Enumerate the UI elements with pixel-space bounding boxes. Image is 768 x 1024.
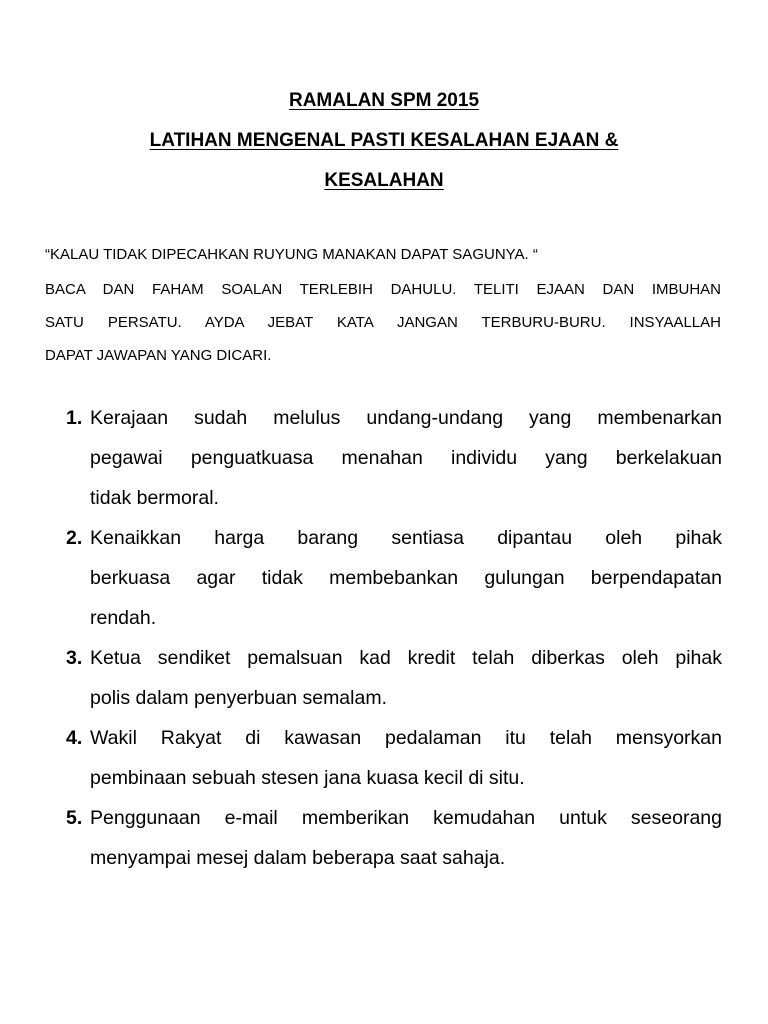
instructions-line: BACA DAN FAHAM SOALAN TERLEBIH DAHULU. TELITI EJAAN DAN IMBUHAN [45,281,721,298]
question-number: 3. [66,647,83,669]
question-line: Ketua sendiket pemalsuan kad kredit telah diberkas oleh pihak [90,647,722,669]
question-line: pegawai penguatkuasa menahan individu yang berkelakuan [90,447,722,469]
title-line-3: KESALAHAN [324,170,444,191]
question-number: 1. [66,407,83,429]
instructions-line: SATU PERSATU. AYDA JEBAT KATA JANGAN TERBURU-BURU. INSYAALLAH [45,314,721,331]
question-line: Kenaikkan harga barang sentiasa dipantau oleh pihak [90,527,722,549]
instructions-line: DAPAT JAWAPAN YANG DICARI. [45,347,272,364]
question-number: 2. [66,527,83,549]
instructions-paragraph [45,273,721,372]
question-line: berkuasa agar tidak membebankan gulungan berpendapatan [90,567,722,589]
question-item [66,398,722,518]
title-line-1: RAMALAN SPM 2015 [288,90,480,111]
question-item [66,638,722,718]
question-line: rendah. [90,607,157,629]
question-number: 5. [66,807,83,829]
question-line: tidak bermoral. [90,487,219,509]
question-number: 4. [66,727,83,749]
question-line: Penggunaan e-mail memberikan kemudahan untuk seseorang [90,807,722,829]
question-list [66,398,722,878]
question-line: Kerajaan sudah melulus undang-undang yang membenarkan [90,407,722,429]
question-line: polis dalam penyerbuan semalam. [90,687,387,709]
question-line: pembinaan sebuah stesen jana kuasa kecil di situ. [90,767,525,789]
question-item [66,798,722,878]
question-line: menyampai mesej dalam beberapa saat sahaja. [90,847,506,869]
question-line: Wakil Rakyat di kawasan pedalaman itu telah mensyorkan [90,727,722,749]
question-item [66,518,722,638]
title-line-2: LATIHAN MENGENAL PASTI KESALAHAN EJAAN & [149,130,619,151]
question-item [66,718,722,798]
proverb-quote: “KALAU TIDAK DIPECAHKAN RUYUNG MANAKAN DAPAT SAGUNYA. “ [45,246,538,263]
